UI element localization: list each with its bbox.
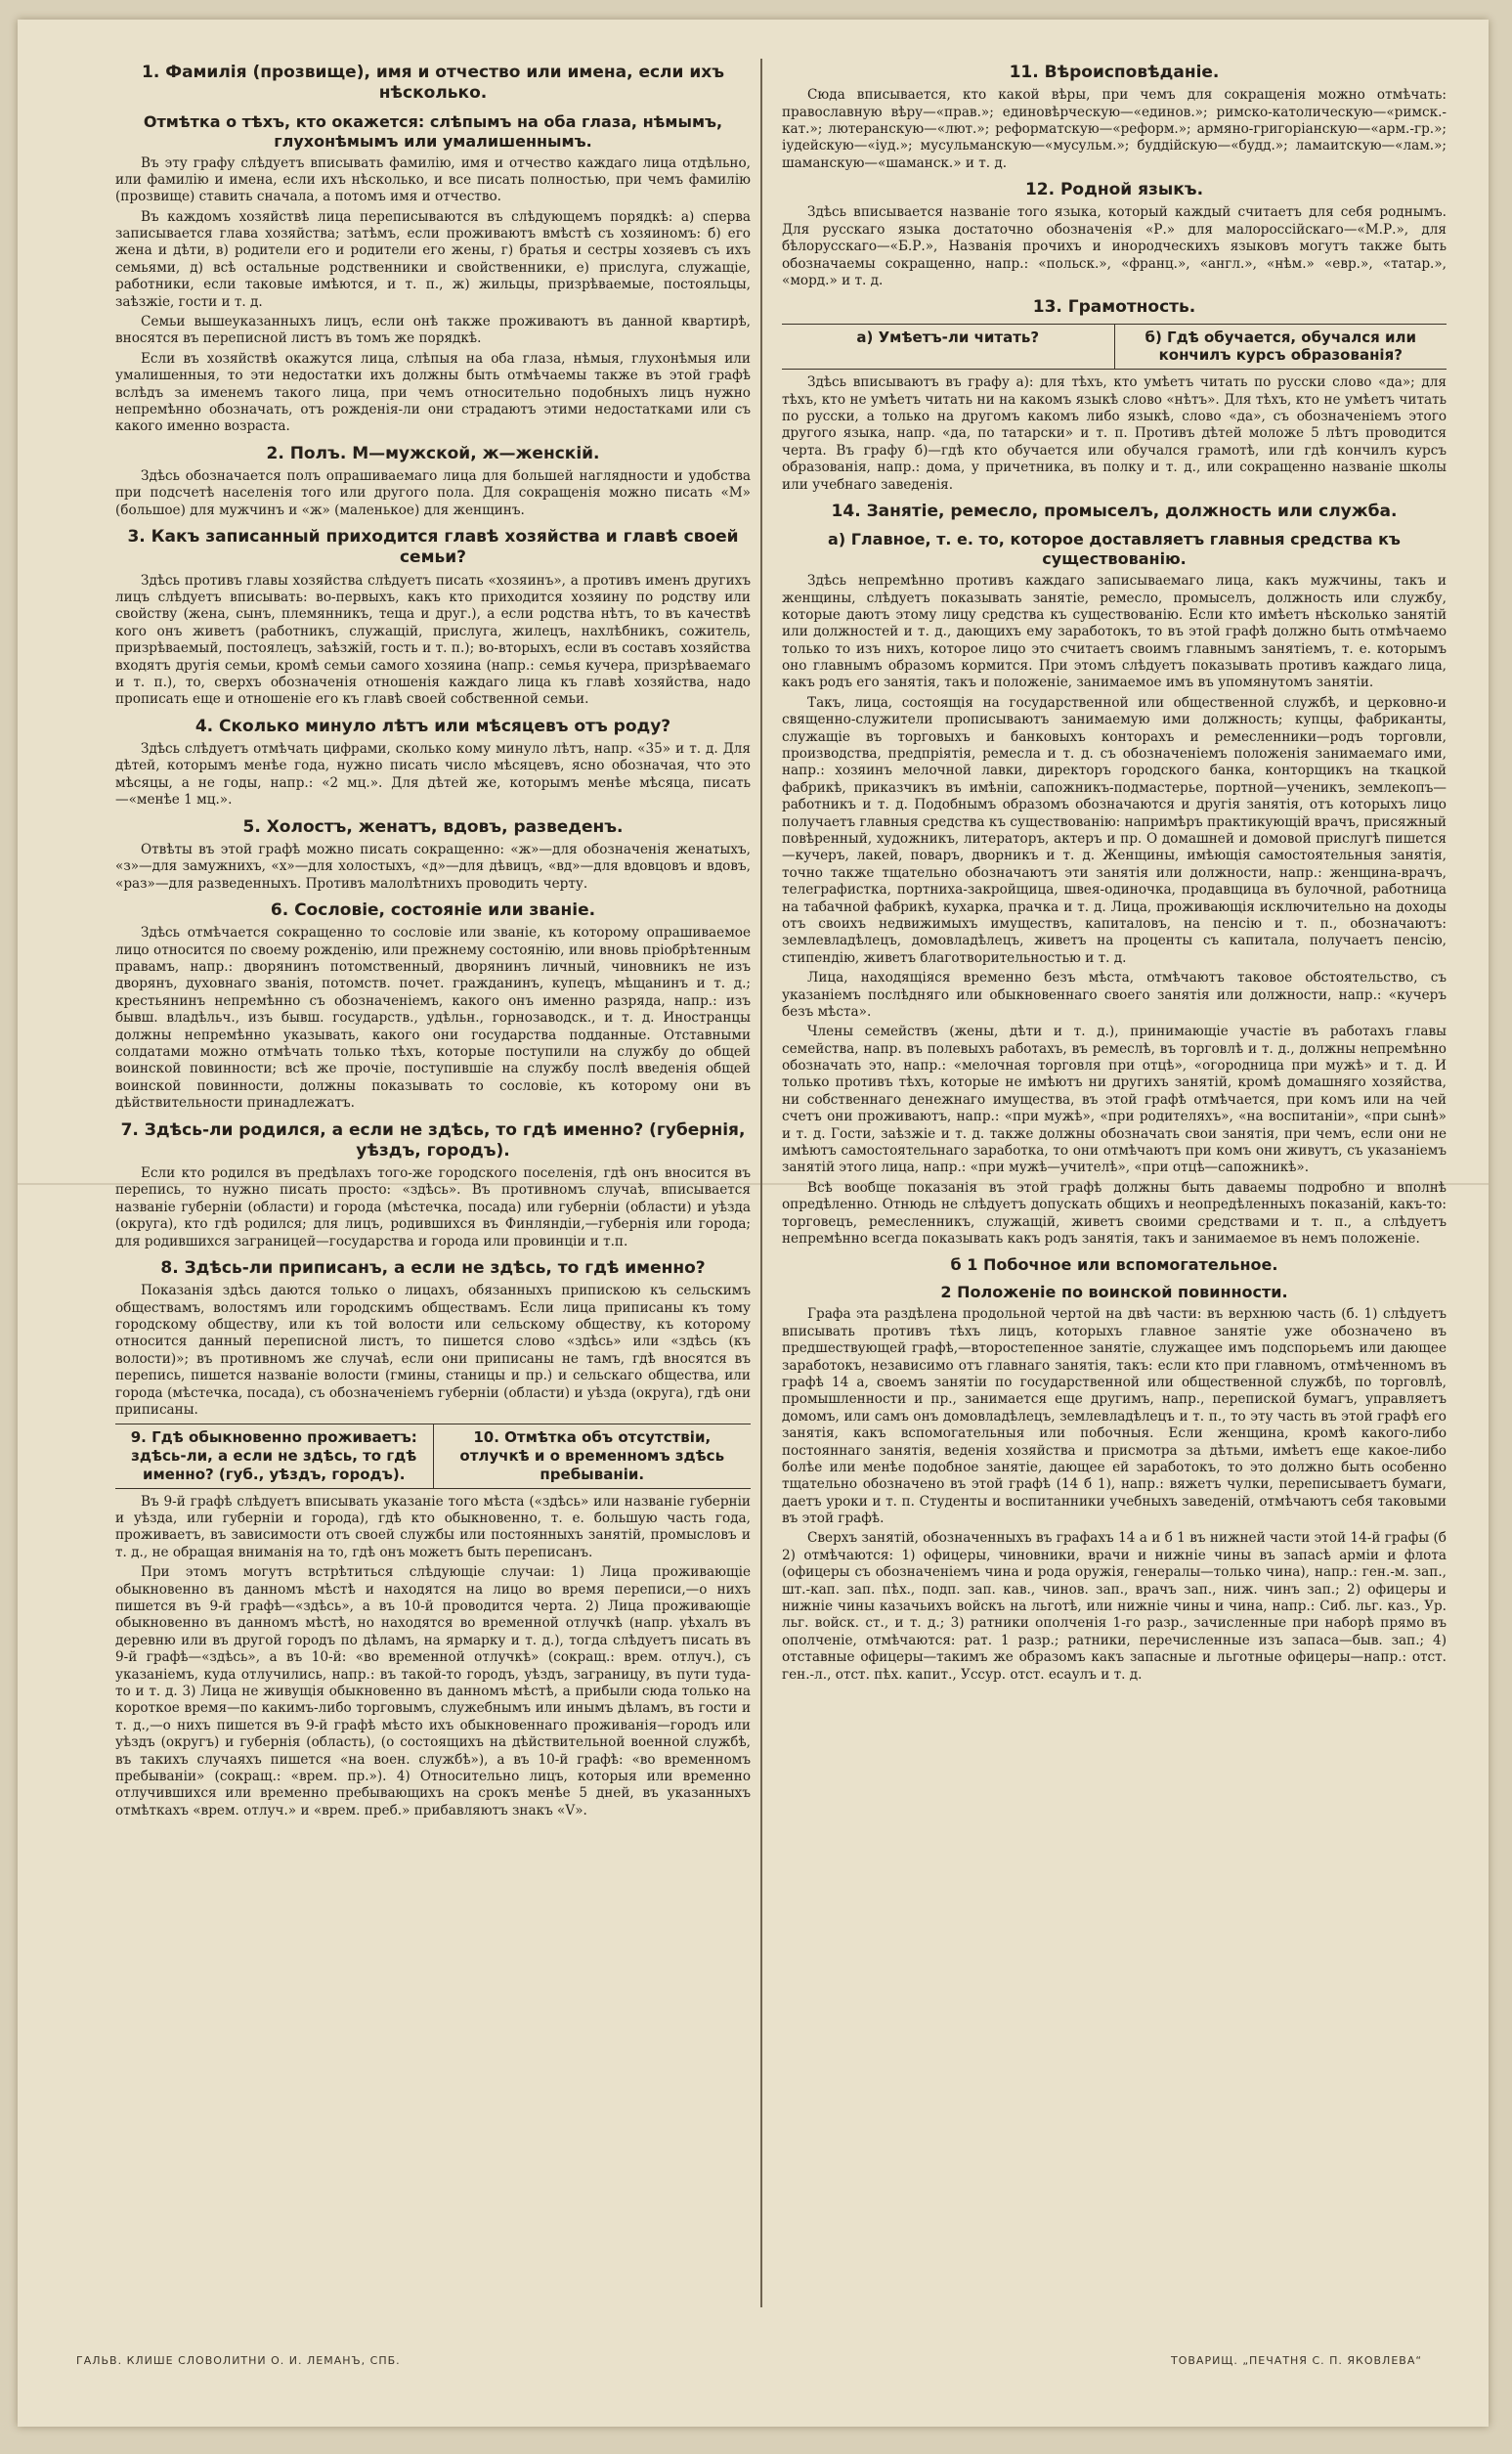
paragraph: Въ каждомъ хозяйствѣ лица переписываются въ слѣдующемъ порядкѣ: а) сперва записывается глава хозяйства; затѣмъ, если проживаютъ вмѣстѣ съ хозяиномъ: б) его жена и дѣти, в) родители его и родители его жены, г) братья и сестры хозяевъ съ ихъ семьями, д) всѣ остальные родственники и свойственники, е) прислуга, служащіе, работники, если таковые имѣются, и т. п., ж) жильцы, призрѣваемые, постояльцы, заѣзжіе, гости и т. д. xyxy=(115,208,751,310)
section-9-10-header xyxy=(115,1424,751,1488)
section-14-title: 14. Занятіе, ремесло, промыселъ, должность или служба. xyxy=(831,501,1398,521)
section-13b-title: б) Гдѣ обучается, обучался или кончилъ курсъ образованія? xyxy=(1145,328,1416,365)
paragraph: Графа эта раздѣлена продольной чертой на двѣ части: въ верхнюю часть (б. 1) слѣдуетъ вписывать противъ тѣхъ лицъ, которыхъ главное занятіе уже обозначено въ предшествующей графѣ,—второстепенное занятіе, служащее имъ подспорьемъ или дающее заработокъ, независимо отъ главнаго занятія, такъ: если кто при главномъ, отмѣченномъ въ графѣ 14 а, своемъ занятіи по государственной или общественной службѣ, по торговлѣ, промышленности и пр., занимается еще другимъ, напр., перепиской бумагъ, управляетъ домомъ, или самъ онъ домовладѣлецъ, землевладѣлецъ и т. п., то эту часть въ этой графѣ его занятія, какъ вспомогательныя или побочныя. Если женщина, кромѣ какого-либо постояннаго занятія, веденія хозяйства и присмотра за дѣтьми, имѣетъ еще какое-либо болѣе или менѣе подобное занятіе, дающее ей заработокъ, то это должно быть особенно тщательно обозначено въ этой графѣ (14 б 1), напр.: вяжетъ чулки, переписываетъ бумаги, даетъ уроки и т. п. Студенты и воспитанники учебныхъ заведеній, отмѣчаютъ себя таковыми въ этой графѣ. xyxy=(782,1306,1447,1527)
section-8-title: 8. Здѣсь-ли приписанъ, а если не здѣсь, то гдѣ именно? xyxy=(160,1258,706,1279)
section-5-title: 5. Холостъ, женатъ, вдовъ, разведенъ. xyxy=(242,816,624,837)
paragraph: Здѣсь слѣдуетъ отмѣчать цифрами, сколько кому минуло лѣтъ, напр. «35» и т. д. Для дѣтей, которымъ менѣе года, нужно писать число мѣсяцевъ, ясно обозначая, что это мѣсяцы, а не годы, напр.: «2 мц.». Для дѣтей же, которымъ менѣе мѣсяца, писать—«менѣе 1 мц.». xyxy=(115,741,751,809)
paragraph: Здѣсь отмѣчается сокращенно то сословіе или званіе, къ которому опрашиваемое лицо относится по своему рожденію, или прежнему состоянію, или вновь пріобрѣтенным правамъ, напр.: дворянинъ потомственный, дворянинъ личный, чиновникъ не изъ дворянъ, духовнаго званія, потомств. почет. гражданинъ, купецъ, мѣщанинъ и т. д.; крестьянинъ непремѣнно съ обозначеніемъ, какого онъ именно разряда, напр.: изъ бывш. владѣльч., изъ бывш. государств., удѣльн., горнозаводск., и т. д. Иностранцы должны непремѣнно указывать, какого они государства подданные. Отставными солдатами можно отмѣчать только тѣхъ, которые поступили на службу до общей воинской повинности; всѣ же прочіе, поступившіе на службу послѣ введенія общей воинской повинности, должны показывать то сословіе, къ которому они въ дѣйствительности принадлежатъ. xyxy=(115,925,751,1112)
section-4-title: 4. Сколько минуло лѣтъ или мѣсяцевъ отъ роду? xyxy=(194,716,671,736)
section-11-title: 11. Вѣроисповѣданіе. xyxy=(1009,63,1220,82)
paragraph: Показанія здѣсь даются только о лицахъ, обязанныхъ припискою къ сельскимъ обществамъ, волостямъ или городскимъ обществамъ. Если лица приписаны къ тому городскому обществу, или къ той волости или сельскому обществу, къ которому относится данный переписной листъ, то пишется слово «здѣсь» или «здѣсь (къ волости)»; въ противномъ же случаѣ, если они приписаны не тамъ, гдѣ вносятся въ перепись, пишется названіе волости (гмины, станицы и пр.) и сельскаго общества, или города (мѣстечка, посада), съ обозначеніемъ губерніи (области) и уѣзда (округа), гдѣ они приписаны. xyxy=(115,1283,751,1419)
section-13-title: 13. Грамотность. xyxy=(1032,297,1196,318)
paragraph: Сюда вписывается, кто какой вѣры, при чемъ для сокращенія можно отмѣчать: православную вѣру—«прав.»; единовѣрческую—«единов.»; римско-католическую—«римск.-кат.»; лютеранскую—«лют.»; реформатскую—«реформ.»; армяно-григоріанскую—«арм.-гр.»; іудейскую—«іуд.»; мусульманскую—«мусульм.»; буддійскую—«будд.»; ламаитскую—«лам.»; шаманскую—«шаманск.» и т. д. xyxy=(782,87,1447,171)
section-14b2-subtitle: 2 Положеніе по воинской повинности. xyxy=(940,1283,1288,1302)
section-14a-subtitle: а) Главное, т. е. то, которое доставляетъ главныя средства къ существованію. xyxy=(828,530,1401,569)
section-9-title: 9. Гдѣ обыкновенно проживаетъ: здѣсь-ли, а если не здѣсь, то гдѣ именно? (губ., уѣздъ, городъ). xyxy=(115,1424,434,1487)
section-10-title: 10. Отмѣтка объ отсутствіи, отлучкѣ и о временномъ здѣсь пребываніи. xyxy=(459,1428,725,1483)
printer-imprint-left: ГАЛЬВ. КЛИШЕ СЛОВОЛИТНИ О. И. ЛЕМАНЪ, СПБ. xyxy=(76,2354,401,2367)
paragraph: Сверхъ занятій, обозначенныхъ въ графахъ 14 а и б 1 въ нижней части этой 14-й графы (б 2) отмѣчаются: 1) офицеры, чиновники, врачи и нижніе чины въ запасѣ арміи и флота (офицеры съ обозначеніемъ чина и рода оружія, генералы—только чина), напр.: ген.-м. зап., шт.-кап. зап. пѣх., подп. зап. кав., чинов. зап., врачъ зап., ниж. чинъ зап.; 2) офицеры и нижніе чины казачьихъ войскъ на льготѣ, или нижніе чины и чина, напр.: Сиб. льг. каз., Ур. льг. войск. ст., и т. д.; 3) ратники ополченія 1-го разр., зачисленные при наборѣ прямо въ ополченіе, отмѣчаются: рат. 1 разр.; ратники, перечисленные изъ запаса—быв. зап.; 4) отставные офицеры—такимъ же образомъ какъ запасные и льготные офицеры—напр.: отст. ген.-л., отст. пѣх. капит., Уссур. отст. есаулъ и т. д. xyxy=(782,1530,1447,1683)
paragraph: Члены семействъ (жены, дѣти и т. д.), принимающіе участіе въ работахъ главы семейства, напр. въ полевыхъ работахъ, въ ремеслѣ, въ торговлѣ и т. д., должны непремѣнно обозначать это, напр.: «мелочная торговля при отцѣ», «огородница при мужѣ» и т. д. И только противъ тѣхъ, которые не имѣютъ ни другихъ занятій, кромѣ домашняго хозяйства, ни собственнаго денежнаго имущества, въ этой графѣ отмѣчается, при комъ или на чей счетъ они проживаютъ, напр.: «при мужѣ», «при родителяхъ», «на воспитаніи», «при сынѣ» и т. д. Гости, заѣзжіе и т. д. также должны обозначать свои занятія, при чемъ, если они не имѣютъ самостоятельнаго заработка, то они отмѣчаютъ при комъ они живутъ, съ указаніемъ занятій этого лица, напр.: «при мужѣ—учителѣ», «при отцѣ—сапожникѣ». xyxy=(782,1024,1447,1176)
paragraph: Такъ, лица, состоящія на государственной или общественной службѣ, и церковно-и священно-служители прописываютъ занимаемую ими должность; купцы, фабриканты, служащіе въ торговыхъ и банковыхъ конторахъ и ремесленники—родъ торговли, производства, предпріятія, ремесла и т. д. съ обозначеніемъ положенія занимаемаго ими, напр.: хозяинъ мелочной лавки, директоръ городского банка, конторщикъ на ткацкой фабрикѣ, приказчикъ въ имѣніи, сапожникъ-подмастерье, портной—ученикъ, землекопъ—работникъ и т. д. Подобнымъ образомъ обозначаются и другія занятія, отъ которыхъ лицо получаетъ главныя средства къ существованію: напримѣръ практикующій врачъ, присяжный повѣренный, художникъ, литераторъ, актеръ и пр. О домашней и домовой прислугѣ пишется—кучеръ, лакей, поваръ, дворникъ и т. д. Женщины, имѣющія самостоятельныя занятія, точно также тщательно обозначаютъ эти занятія или должности, напр.: женщина-врачъ, телеграфистка, портниха-закройщица, швея-одиночка, продавщица въ булочной, работница на табачной фабрикѣ, кухарка, прачка и т. д. Лица, проживающія исключительно на доходы отъ своихъ недвижимыхъ имуществъ, капиталовъ, на пенсію и т. п., обозначаютъ: землевладѣлецъ, домовладѣлецъ, живетъ на проценты съ капитала, получаетъ пенсію, стипендію, живетъ благотворительностью и т. д. xyxy=(782,694,1447,966)
paragraph: Если кто родился въ предѣлахъ того-же городского поселенія, гдѣ онъ вносится въ перепись, то нужно писать просто: «здѣсь». Въ противномъ случаѣ, вписывается названіе губерніи (области) и города (мѣстечка, посада) или губерніи (области) и уѣзда (округа), кто гдѣ родился; для лицъ, родившихся въ Финляндіи,—губернія или города; для родившихся заграницей—государства и города или провинціи и т.п. xyxy=(115,1165,751,1249)
paragraph: При этомъ могутъ встрѣтиться слѣдующіе случаи: 1) Лица проживающіе обыкновенно въ данномъ мѣстѣ и находятся на лицо во время переписи,—о нихъ пишется въ 9-й графѣ—«здѣсь», а въ 10-й проводится черта. 2) Лица проживающіе обыкновенно въ данномъ мѣстѣ, но находятся во временной отлучкѣ (напр. уѣхалъ въ деревню или въ другой городъ по дѣламъ, на ярмарку и т. д.), тогда слѣдуетъ писать въ 9-й графѣ—«здѣсь», а въ 10-й: «во временной отлучкѣ» (сокращ.: врем. отлуч.), съ указаніемъ, куда отлучились, напр.: въ такой-то городъ, уѣздъ, заграницу, въ пути туда-то и т. д. 3) Лица не живущія обыкновенно въ данномъ мѣстѣ, а прибыли сюда только на короткое время—по какимъ-либо торговымъ, служебнымъ или инымъ дѣламъ, въ гости и т. д.,—о нихъ пишется въ 9-й графѣ мѣсто ихъ обыкновеннаго проживанія—городъ или уѣздъ (округъ) и губернія (область), (о состоящихъ на дѣйствительной военной службѣ, въ такихъ случаяхъ пишется «на воен. службѣ»), а въ 10-й графѣ: «во временномъ пребываніи» (сокращ.: «врем. пр.»). 4) Относительно лицъ, которыя или временно отлучившихся или временно пребывающихъ на срокъ менѣе 5 дней, въ указанныхъ отмѣткахъ «врем. отлуч.» и «врем. преб.» прибавляютъ знакъ «V». xyxy=(115,1564,751,1819)
section-2-title: 2. Полъ. М—мужской, ж—женскій. xyxy=(266,443,600,463)
paragraph: Здѣсь непремѣнно противъ каждаго записываемаго лица, какъ мужчины, такъ и женщины, слѣдуетъ показывать занятіе, ремесло, промыселъ, должность или службу, которые даютъ этому лицу средства къ существованію. Если кто имѣетъ нѣсколько занятій или должностей и т. д., дающихъ ему заработокъ, то въ этой графѣ должно быть отмѣчаемо только то изъ нихъ, которое лицо это считаетъ своимъ главнымъ занятіемъ, т. е. которымъ оно главнымъ образомъ кормится. При этомъ слѣдуетъ показывать противъ каждаго лица, какъ родъ его занятія, такъ и положеніе, занимаемое имъ въ упомянутомъ занятіи. xyxy=(782,573,1447,691)
right-column xyxy=(782,55,1447,2313)
section-1-subtitle: Отмѣтка о тѣхъ, кто окажется: слѣпымъ на оба глаза, нѣмымъ, глухонѣмымъ или умалишеннымъ. xyxy=(143,111,723,151)
census-instruction-sheet xyxy=(18,20,1489,2427)
section-3-title: 3. Какъ записанный приходится главѣ хозяйства и главѣ своей семьи? xyxy=(127,527,739,568)
column-divider xyxy=(760,59,762,2307)
section-12-title: 12. Родной языкъ. xyxy=(1024,180,1204,200)
section-13-header xyxy=(782,324,1447,371)
paragraph: Всѣ вообще показанія въ этой графѣ должны быть даваемы подробно и вполнѣ опредѣленно. Отнюдь не слѣдуетъ допускать общихъ и неопредѣленныхъ показаній, какъ-то: торговецъ, ремесленникъ, служащій, живетъ своими средствами и т. п., а слѣдуетъ непремѣнно всегда показывать какъ родъ занятія, такъ и занимаемое въ немъ положеніе. xyxy=(782,1179,1447,1247)
paragraph: Здѣсь вписывается названіе того языка, который каждый считаетъ для себя роднымъ. Для русскаго языка достаточно обозначенія «Р.» для малороссійскаго—«М.Р.», для бѣлорусскаго—«Б.Р.», Названія прочихъ и инородческихъ языковъ могутъ также быть обозначаемы сокращенно, напр.: «польск.», «франц.», «англ.», «нѣм.» «евр.», «татар.», «морд.» и т. д. xyxy=(782,204,1447,289)
paragraph: Если въ хозяйствѣ окажутся лица, слѣпыя на оба глаза, нѣмыя, глухонѣмыя или умалишенныя, то эти недостатки ихъ должны быть отмѣчаемы также въ этой графѣ вслѣдъ за именемъ такого лица, при чемъ относительно подобныхъ лицъ нужно непремѣнно обозначать, отъ рожденія-ли они страдаютъ этими недостатками или съ какого именно возраста. xyxy=(115,350,751,435)
paragraph: Семьи вышеуказанныхъ лицъ, если онѣ также проживаютъ въ данной квартирѣ, вносятся въ переписной листъ въ томъ же порядкѣ. xyxy=(115,314,751,347)
section-13a-title: а) Умѣетъ-ли читать? xyxy=(782,325,1115,370)
paragraph: Здѣсь вписываютъ въ графу а): для тѣхъ, кто умѣетъ читать по русски слово «да»; для тѣхъ, кто не умѣетъ читать ни на какомъ языкѣ слово «нѣтъ». Для тѣхъ, кто не умѣетъ читать по русски, а только на другомъ какомъ либо языкѣ, слово «да», съ обозначеніемъ этого другого языка, напр. «да, по татарски» и т. п. Противъ дѣтей моложе 5 лѣтъ проводится черта. Въ графу б)—гдѣ кто обучается или обучался грамотѣ, или гдѣ кончилъ курсъ образованія, напр.: дома, у причетника, въ полку и т. д., или сокращенно названіе школы или учебнаго заведенія. xyxy=(782,374,1447,493)
paragraph: Отвѣты въ этой графѣ можно писать сокращенно: «ж»—для обозначенія женатыхъ, «з»—для замужнихъ, «х»—для холостыхъ, «д»—для дѣвицъ, «вд»—для вдовцовъ и вдовъ, «раз»—для разведенныхъ. Противъ малолѣтнихъ проводить черту. xyxy=(115,841,751,892)
paragraph: Въ 9-й графѣ слѣдуетъ вписывать указаніе того мѣста («здѣсь» или названіе губерніи и уѣзда, или губерніи и города), гдѣ кто обыкновенно, т. е. большую часть года, проживаетъ, въ зависимости отъ своей службы или постоянныхъ занятій, промысловъ и т. д., не обращая вниманія на то, гдѣ онъ можетъ быть переписанъ. xyxy=(115,1493,751,1560)
paragraph: Здѣсь обозначается полъ опрашиваемаго лица для большей наглядности и удобства при подсчетѣ населенія того или другого пола. Для сокращенія можно писать «М» (большое) для мужчинъ и «ж» (маленькое) для женщинъ. xyxy=(115,468,751,518)
section-7-title: 7. Здѣсь-ли родился, а если не здѣсь, то гдѣ именно? (губернія, уѣздъ, городъ). xyxy=(120,1119,746,1161)
section-6-title: 6. Сословіе, состояніе или званіе. xyxy=(270,900,596,921)
section-14b1-subtitle: б 1 Побочное или вспомогательное. xyxy=(950,1255,1278,1275)
section-1-title: 1. Фамилія (прозвище), имя и отчество или имена, если ихъ нѣсколько. xyxy=(142,63,724,104)
printer-imprint-right: ТОВАРИЩ. „ПЕЧАТНЯ С. П. ЯКОВЛЕВА“ xyxy=(1171,2354,1423,2367)
paragraph: Здѣсь противъ главы хозяйства слѣдуетъ писать «хозяинъ», а противъ именъ другихъ лицъ слѣдуетъ вписывать: во-первыхъ, какъ кто приходится хозяину по родству или свойству (жена, сынъ, племянникъ, теща и друг.), а если родства нѣтъ, то въ качествѣ кого онъ живетъ (работникъ, служащій, прислуга, жилецъ, нахлѣбникъ, сожитель, призрѣваемый, постоялецъ, заѣзжій, гость и т. п.); во-вторыхъ, если въ составъ хозяйства входятъ другія семьи, кромѣ семьи самого хозяина (напр.: семья кучера, призрѣваемаго и т. п.), то, сверхъ обозначенія отношенія каждаго лица къ главѣ хозяйства, надо прописать еще и отношеніе его къ главѣ своей собственной семьи. xyxy=(115,572,751,708)
paragraph: Въ эту графу слѣдуетъ вписывать фамилію, имя и отчество каждаго лица отдѣльно, или фамилію и имена, если ихъ нѣсколько, и все писать полностью, при чемъ фамилію (прозвище) ставить сначала, а потомъ имя и отчество. xyxy=(115,154,751,205)
left-column xyxy=(115,55,751,2313)
paragraph: Лица, находящіяся временно безъ мѣста, отмѣчаютъ таковое обстоятельство, съ указаніемъ послѣдняго или обыкновеннаго своего занятія или должности, напр.: «кучеръ безъ мѣста». xyxy=(782,970,1447,1020)
